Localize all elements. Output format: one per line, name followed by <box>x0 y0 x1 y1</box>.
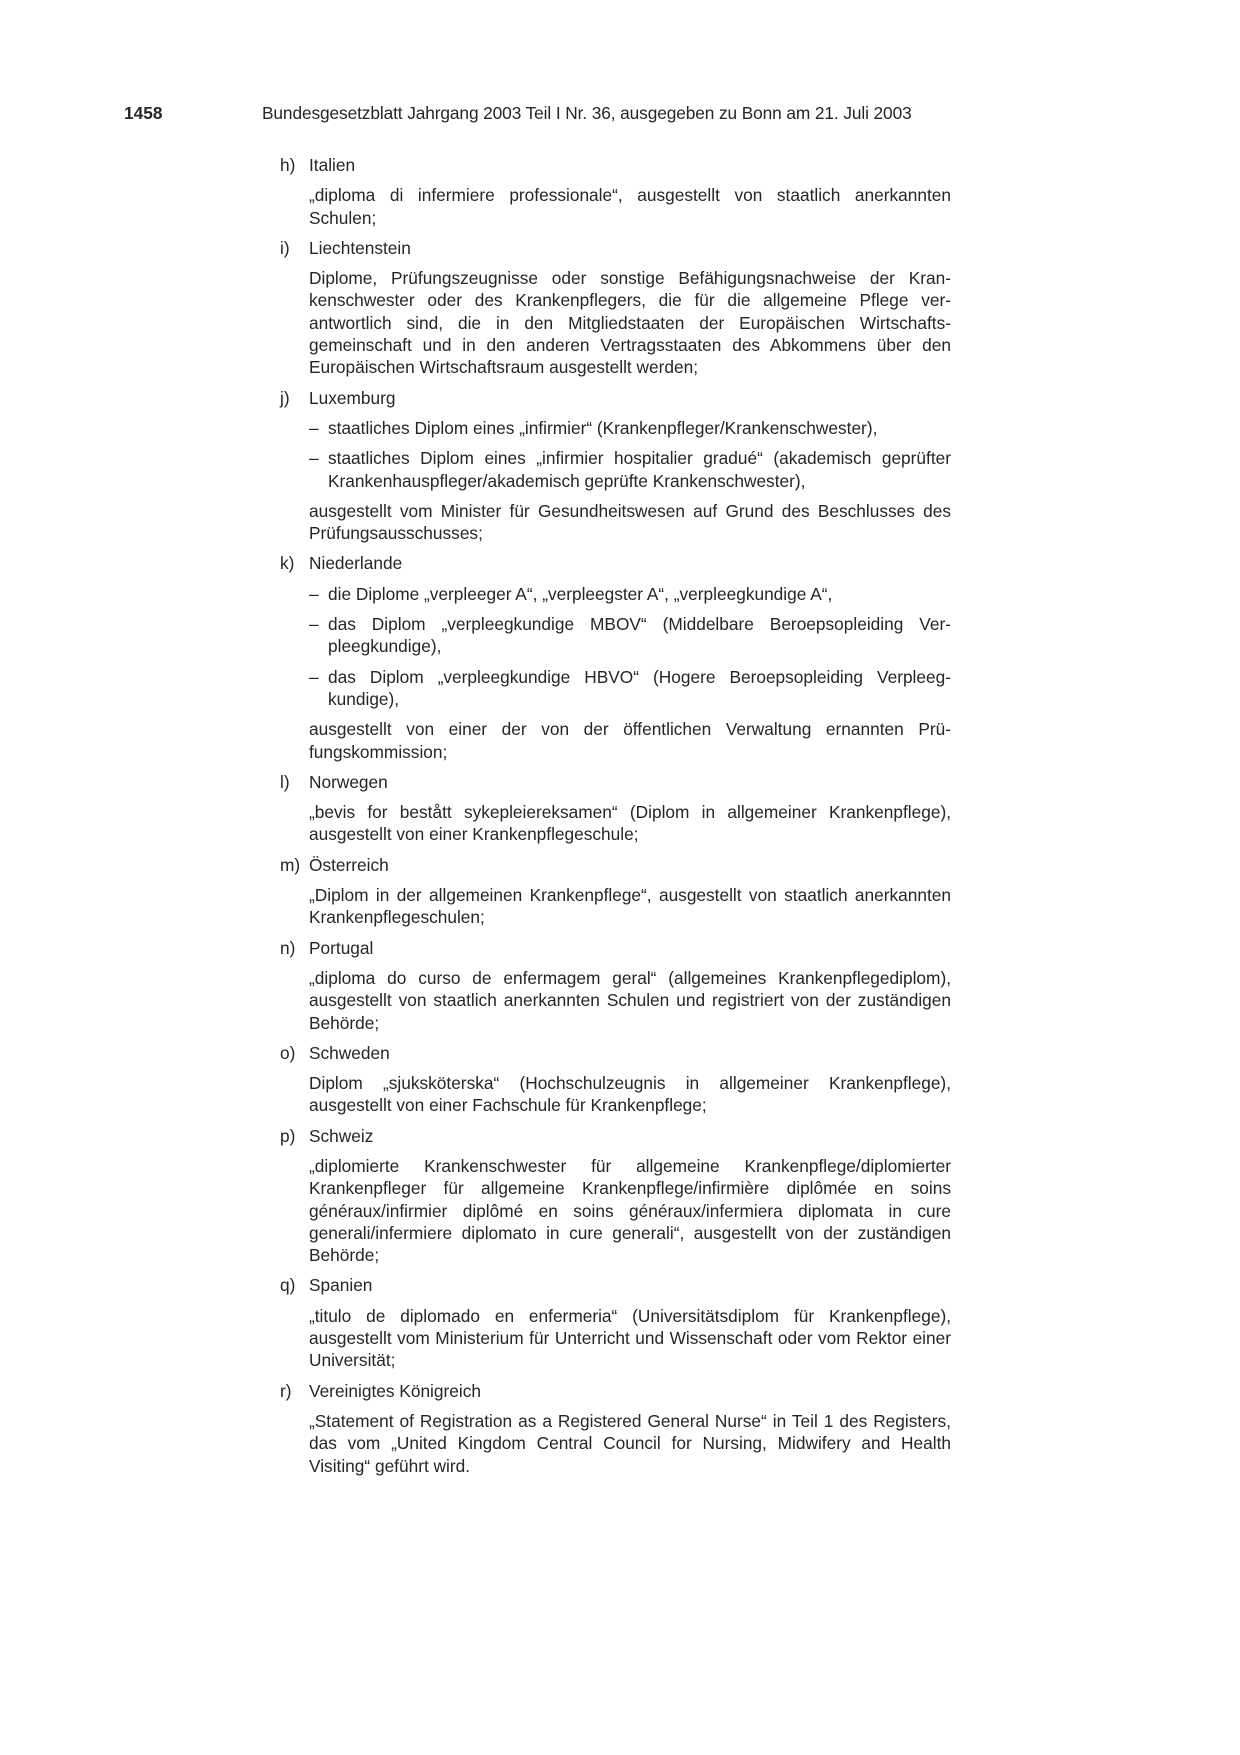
list-item <box>280 154 951 229</box>
item-heading <box>280 1274 951 1296</box>
dash-bullet: – <box>309 417 319 438</box>
list-item <box>280 1042 951 1117</box>
page-header <box>124 100 972 126</box>
country-name: Schweiz <box>309 1125 374 1146</box>
item-heading <box>280 1042 951 1064</box>
dash-bullet: – <box>309 614 319 635</box>
dash-list-item <box>309 613 951 658</box>
item-heading <box>280 1125 951 1147</box>
item-description: „Statement of Registration as a Registered General Nurse“ in Teil 1 des Registers, das vom „United Kingdom Central Council for Nursing, Midwifery and Health Visiting“ geführt wird. <box>309 1410 951 1476</box>
dash-item-text: das Diplom „verpleegkundige HBVO“ (Hogere Beroepsopleiding Verpleegkundige), <box>328 666 951 709</box>
list-item <box>280 237 951 379</box>
item-description: „diplomierte Krankenschwester für allgemeine Krankenpflege/diplomierter Krankenpfleger für allgemeine Krankenpflege/infirmière diplômée en soins généraux/infirmier diplômé en soins généraux/infermiera diplomata in cure generali/infermiere diplomato in cure generali“, ausgestellt von der zuständigen Behörde; <box>309 1155 951 1266</box>
item-heading <box>280 854 951 876</box>
list-item <box>280 771 951 846</box>
country-name: Portugal <box>309 937 374 958</box>
item-heading <box>280 387 951 409</box>
list-item <box>280 1125 951 1267</box>
item-description: ausgestellt vom Minister für Gesundheitswesen auf Grund des Beschlusses des Prüfungsausschusses; <box>309 500 951 544</box>
item-heading <box>280 237 951 259</box>
country-name: Luxemburg <box>309 387 396 408</box>
item-description: „titulo de diplomado en enfermeria“ (Universitätsdiplom für Krankenpflege), ausgestellt vom Ministerium für Unterricht und Wissenschaft oder vom Rektor einer Universität; <box>309 1305 951 1371</box>
item-description: „diploma di infermiere professionale“, ausgestellt von staatlich anerkannten Schulen; <box>309 185 951 228</box>
list-item <box>280 552 951 762</box>
country-name: Italien <box>309 155 356 175</box>
list-item <box>280 854 951 929</box>
list-item <box>280 1274 951 1371</box>
dash-list-item <box>309 447 951 492</box>
item-letter: m) <box>280 854 301 875</box>
item-description: Diplome, Prüfungszeugnisse oder sonstige Befähigungsnachweise der Krankenschwester oder des Krankenpflegers, die für die allgemeine Pflege verantwortlich sind, die in den Mitgliedstaaten der Europäischen Wirtschaftsgemeinschaft und in den anderen Vertragsstaaten des Abkommens über den Europäischen Wirtschaftsraum ausgestellt werden; <box>309 268 951 378</box>
item-letter: l) <box>280 771 290 792</box>
country-name: Spanien <box>309 1275 373 1296</box>
item-letter: j) <box>280 387 290 408</box>
country-name: Niederlande <box>309 553 403 574</box>
country-name: Norwegen <box>309 771 388 792</box>
country-name: Liechtenstein <box>309 237 411 258</box>
item-heading <box>280 1380 951 1402</box>
item-letter: q) <box>280 1275 296 1296</box>
dash-list-item <box>309 666 951 711</box>
item-description: ausgestellt von einer der von der öffentlichen Verwaltung ernannten Prüfungskommission; <box>309 719 951 762</box>
dash-item-text: staatliches Diplom eines „infirmier hospitalier gradué“ (akademisch geprüfter Krankenhauspfleger/akademisch geprüfte Krankenschwester), <box>328 448 951 491</box>
item-letter: p) <box>280 1125 296 1146</box>
dash-item-text: die Diplome „verpleeger A“, „verpleegster A“, „verpleegkundige A“, <box>328 583 833 604</box>
dash-bullet: – <box>309 448 319 469</box>
list-item <box>280 387 951 545</box>
list-item <box>280 937 951 1034</box>
item-heading <box>280 552 951 574</box>
item-letter: k) <box>280 553 295 574</box>
page-number: 1458 <box>124 103 163 123</box>
dash-list <box>309 417 951 492</box>
item-letter: n) <box>280 937 296 958</box>
item-heading <box>280 154 951 176</box>
running-title: Bundesgesetzblatt Jahrgang 2003 Teil I Nr. 36, ausgegeben zu Bonn am 21. Juli 2003 <box>262 103 912 123</box>
dash-list <box>309 583 951 710</box>
item-letter: i) <box>280 237 290 258</box>
dash-list-item <box>309 417 951 439</box>
dash-bullet: – <box>309 666 319 687</box>
dash-list-item <box>309 583 951 605</box>
dash-bullet: – <box>309 583 319 604</box>
item-description: „diploma do curso de enfermagem geral“ (allgemeines Krankenpflegediplom), ausgestellt von staatlich anerkannten Schulen und registriert von der zuständigen Behörde; <box>309 967 951 1033</box>
country-name: Vereinigtes Königreich <box>309 1380 481 1401</box>
country-name: Österreich <box>309 854 389 875</box>
list-item <box>280 1380 951 1477</box>
country-name: Schweden <box>309 1042 390 1063</box>
item-description: Diplom „sjuksköterska“ (Hochschulzeugnis in allgemeiner Krankenpflege), ausgestellt von einer Fachschule für Krankenpflege; <box>309 1073 951 1116</box>
item-letter: o) <box>280 1042 296 1063</box>
dash-item-text: das Diplom „verpleegkundige MBOV“ (Middelbare Beroepsopleiding Verpleegkundige), <box>328 614 951 657</box>
item-description: „bevis for bestått sykepleiereksamen“ (Diplom in allgemeiner Krankenpflege), ausgestellt von einer Krankenpflegeschule; <box>309 802 951 845</box>
item-description: „Diplom in der allgemeinen Krankenpflege“, ausgestellt von staatlich anerkannten Krankenpflegeschulen; <box>309 885 951 928</box>
item-letter: r) <box>280 1380 292 1401</box>
item-heading <box>280 937 951 959</box>
item-letter: h) <box>280 155 296 175</box>
item-list <box>280 154 951 1485</box>
dash-item-text: staatliches Diplom eines „infirmier“ (Krankenpfleger/Krankenschwester), <box>328 417 878 438</box>
item-heading <box>280 771 951 793</box>
